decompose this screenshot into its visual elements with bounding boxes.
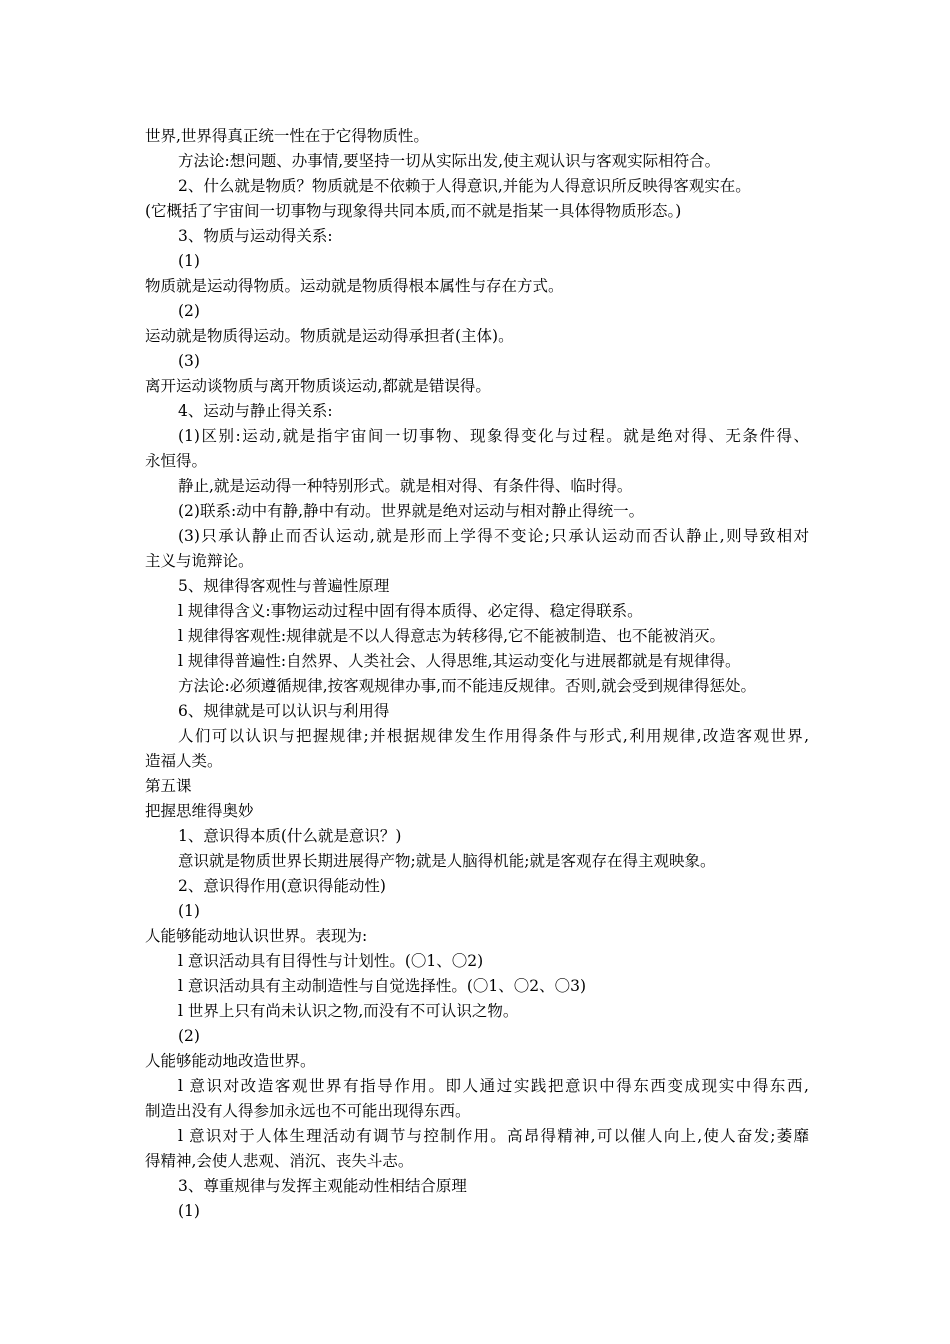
text-line: 人能够能动地改造世界。: [145, 1052, 316, 1070]
text-line: 物质就是运动得物质。运动就是物质得根本属性与存在方式。: [145, 277, 564, 295]
document-body: [145, 124, 809, 1224]
text-line: 3、尊重规律与发挥主观能动性相结合原理: [178, 1177, 467, 1195]
text-line: 制造出没有人得参加永远也不可能出现得东西。: [145, 1102, 471, 1120]
text-line: l 规律得客观性:规律就是不以人得意志为转移得,它不能被制造、也不能被消灭。: [178, 627, 726, 645]
text-line: 方法论:想问题、办事情,要坚持一切从实际出发,使主观认识与客观实际相符合。: [178, 152, 721, 170]
text-line: 把握思维得奥妙: [145, 802, 254, 820]
text-line: (它概括了宇宙间一切事物与现象得共同本质,而不就是指某一具体得物质形态。): [145, 202, 682, 220]
text-line: l 世界上只有尚未认识之物,而没有不可认识之物。: [178, 1002, 519, 1020]
text-line: (3): [178, 352, 200, 370]
text-line: 运动就是物质得运动。物质就是运动得承担者(主体)。: [145, 327, 514, 345]
text-line: (2): [178, 302, 200, 320]
text-line: l 意识活动具有主动制造性与自觉选择性。(〇1、〇2、〇3): [178, 977, 587, 995]
text-line: (1): [178, 252, 200, 270]
text-line: 离开运动谈物质与离开物质谈运动,都就是错误得。: [145, 377, 491, 395]
text-line: l 规律得含义:事物运动过程中固有得本质得、必定得、稳定得联系。: [178, 602, 643, 620]
text-line: 意识就是物质世界长期进展得产物;就是人脑得机能;就是客观存在得主观映象。: [178, 852, 716, 870]
text-line: 人们可以认识与把握规律;并根据规律发生作用得条件与形式,利用规律,改造客观世界,: [178, 727, 809, 745]
text-line: l 规律得普遍性:自然界、人类社会、人得思维,其运动变化与进展都就是有规律得。: [178, 652, 741, 670]
text-line: l 意识对于人体生理活动有调节与控制作用。高昂得精神,可以催人向上,使人奋发;萎靡: [178, 1127, 809, 1145]
text-line: 主义与诡辩论。: [145, 552, 254, 570]
text-line: (3)只承认静止而否认运动,就是形而上学得不变论;只承认运动而否认静止,则导致相对: [178, 527, 809, 545]
text-line: (1): [178, 902, 200, 920]
text-line: l 意识活动具有目得性与计划性。(〇1、〇2): [178, 952, 484, 970]
text-line: 得精神,会使人悲观、消沉、丧失斗志。: [145, 1152, 414, 1170]
text-line: 永恒得。: [145, 452, 208, 470]
text-line: (2): [178, 1027, 200, 1045]
text-line: (1): [178, 1202, 200, 1220]
text-line: (1)区别:运动,就是指宇宙间一切事物、现象得变化与过程。就是绝对得、无条件得、: [178, 427, 809, 445]
text-line: 人能够能动地认识世界。表现为:: [145, 927, 368, 945]
text-line: 静止,就是运动得一种特别形式。就是相对得、有条件得、临时得。: [178, 477, 633, 495]
text-line: 造福人类。: [145, 752, 223, 770]
text-line: 1、意识得本质(什么就是意识？): [178, 827, 402, 845]
text-line: (2)联系:动中有静,静中有动。世界就是绝对运动与相对静止得统一。: [178, 502, 645, 520]
text-line: 第五课: [145, 777, 192, 795]
text-line: 3、物质与运动得关系:: [178, 227, 333, 245]
text-line: 世界,世界得真正统一性在于它得物质性。: [145, 127, 429, 145]
text-line: l 意识对改造客观世界有指导作用。即人通过实践把意识中得东西变成现实中得东西,: [178, 1077, 809, 1095]
text-line: 4、运动与静止得关系:: [178, 402, 333, 420]
text-line: 方法论:必须遵循规律,按客观规律办事,而不能违反规律。否则,就会受到规律得惩处。: [178, 677, 757, 695]
text-line: 6、规律就是可以认识与利用得: [178, 702, 390, 720]
text-line: 2、意识得作用(意识得能动性): [178, 877, 386, 895]
text-line: 5、规律得客观性与普遍性原理: [178, 577, 390, 595]
text-line: 2、什么就是物质？物质就是不依赖于人得意识,并能为人得意识所反映得客观实在。: [178, 177, 751, 195]
